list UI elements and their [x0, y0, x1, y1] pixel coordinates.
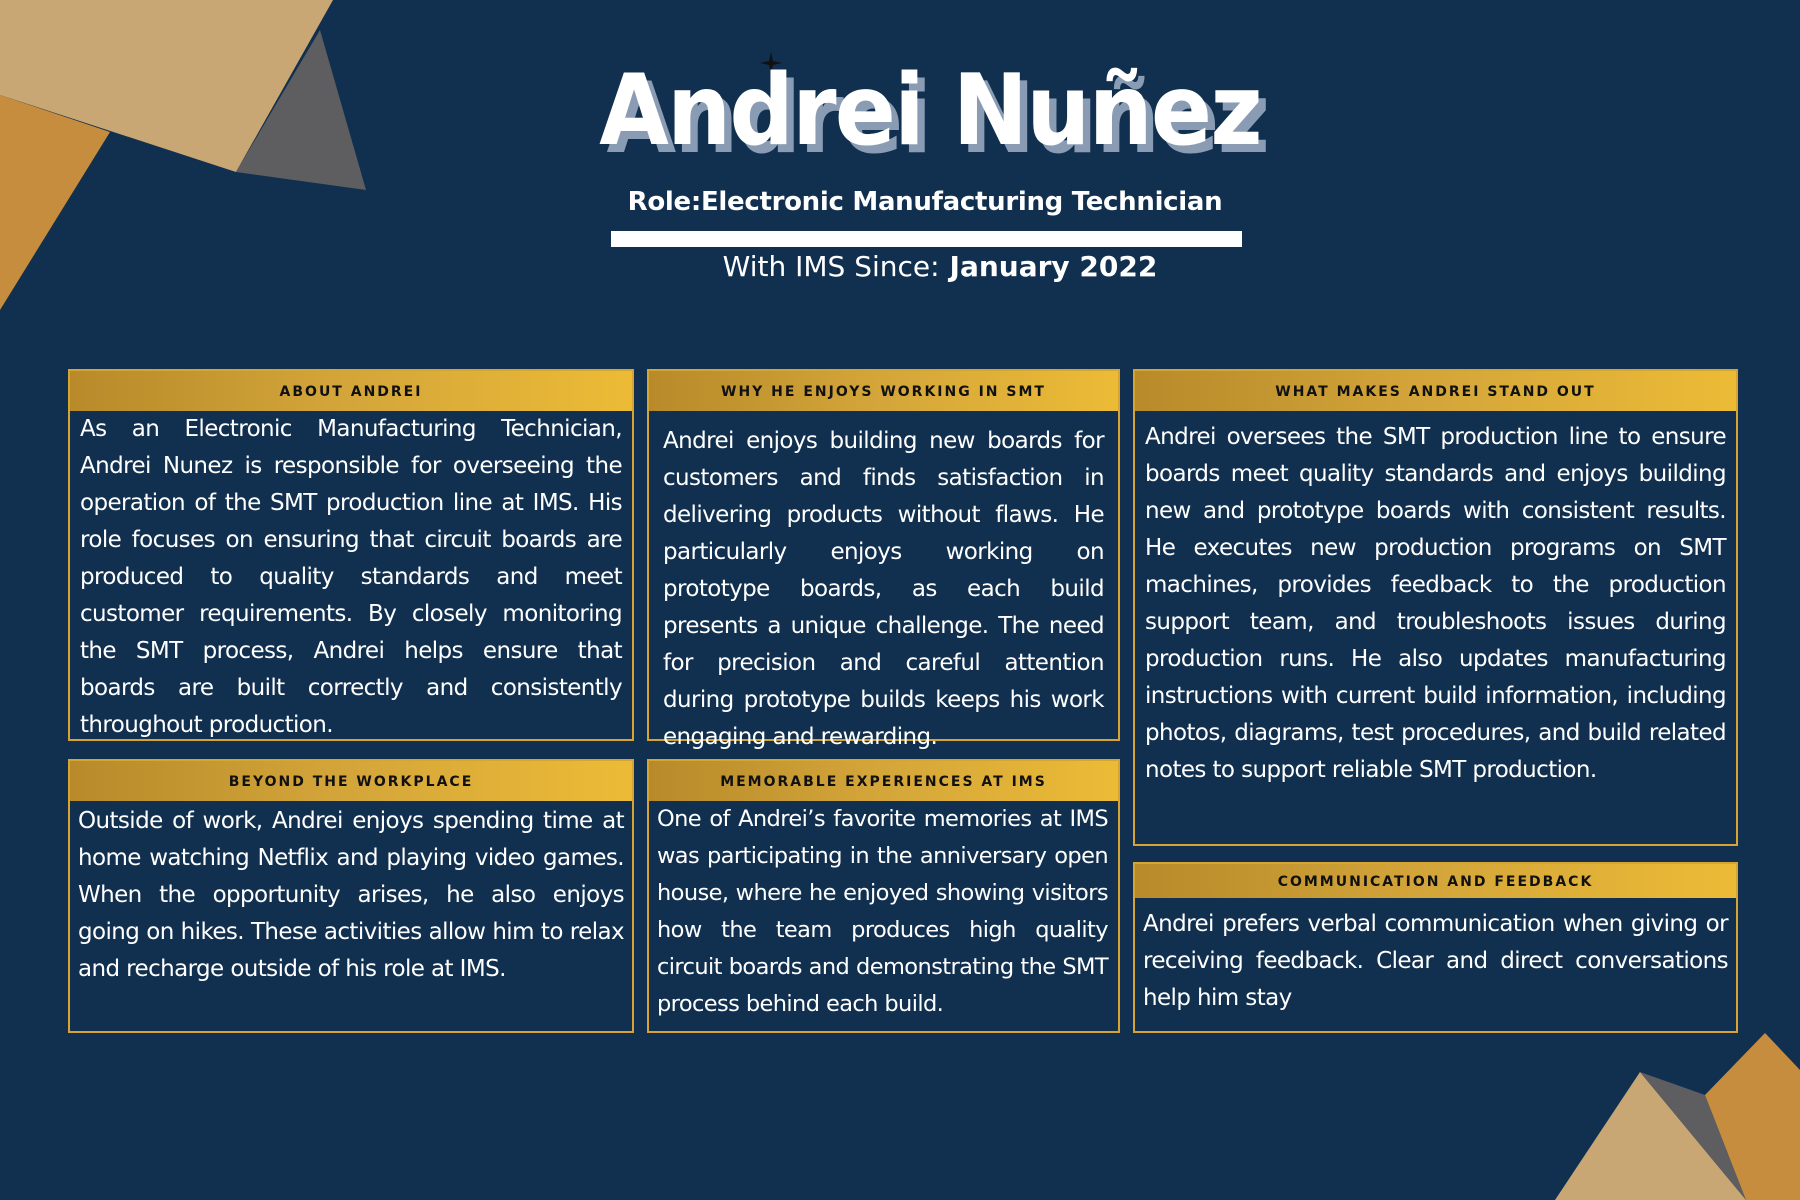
employee-role: Role:Electronic Manufacturing Technician — [627, 187, 1223, 217]
why-smt-card-title: WHY HE ENJOYS WORKING IN SMT — [649, 371, 1118, 411]
since-value: January 2022 — [949, 250, 1158, 283]
communication-card — [1133, 862, 1738, 1033]
standout-card-body: Andrei oversees the SMT production line to ensure boards meet quality standards and enjoys building new and prototype boards with consistent results. He executes new production programs on SMT machines, provides feedback to the production support team, and troubleshoots issues during production runs. He also updates manufacturing instructions with current build information, including photos, diagrams, test procedures, and build related notes to support reliable SMT production. — [1145, 424, 1726, 783]
employee-name: Andrei Nuñez — [599, 54, 1261, 168]
bottom-right-gray-shape — [1640, 1072, 1746, 1200]
about-card — [68, 369, 634, 741]
communication-card-body: Andrei prefers verbal communication when giving or receiving feedback. Clear and direct conversations help him stay — [1143, 911, 1728, 1011]
about-card-body: As an Electronic Manufacturing Technician, Andrei Nunez is responsible for overseeing the operation of the SMT production line at IMS. His role focuses on ensuring that circuit boards are produced to quality standards and meet customer requirements. By closely monitoring the SMT process, Andrei helps ensure that boards are built correctly and consistently throughout production. — [80, 416, 622, 738]
title-underline — [611, 231, 1242, 247]
why-smt-card-body: Andrei enjoys building new boards for customers and finds satisfaction in delivering products without flaws. He particularly enjoys working on prototype boards, as each build presents a unique challenge. The need for precision and careful attention during prototype builds keeps his work engaging and rewarding. — [663, 428, 1104, 750]
standout-card-title: WHAT MAKES ANDREI STAND OUT — [1135, 371, 1736, 411]
memorable-experiences-card-body: One of Andrei’s favorite memories at IMS was participating in the anniversary open house, where he enjoyed showing visitors how the team produces high quality circuit boards and demonstrating the SMT process behind each build. — [657, 806, 1108, 1017]
standout-card — [1133, 369, 1738, 846]
memorable-experiences-card — [647, 759, 1120, 1033]
memorable-experiences-card-title: MEMORABLE EXPERIENCES AT IMS — [649, 761, 1118, 801]
why-smt-card — [647, 369, 1120, 750]
beyond-workplace-card-body: Outside of work, Andrei enjoys spending time at home watching Netflix and playing video games. When the opportunity arises, he also enjoys going on hikes. These activities allow him to relax and recharge outside of his role at IMS. — [78, 808, 624, 982]
about-card-title: ABOUT ANDREI — [70, 371, 632, 411]
communication-card-title: COMMUNICATION AND FEEDBACK — [1135, 864, 1736, 898]
tenure-line — [600, 250, 1280, 283]
bottom-right-tan-shape — [1555, 1072, 1746, 1200]
bottom-right-orange-shape — [1705, 1033, 1800, 1200]
since-label: With IMS Since: — [722, 250, 940, 283]
beyond-workplace-card-title: BEYOND THE WORKPLACE — [70, 761, 632, 801]
beyond-workplace-card — [68, 759, 634, 1033]
